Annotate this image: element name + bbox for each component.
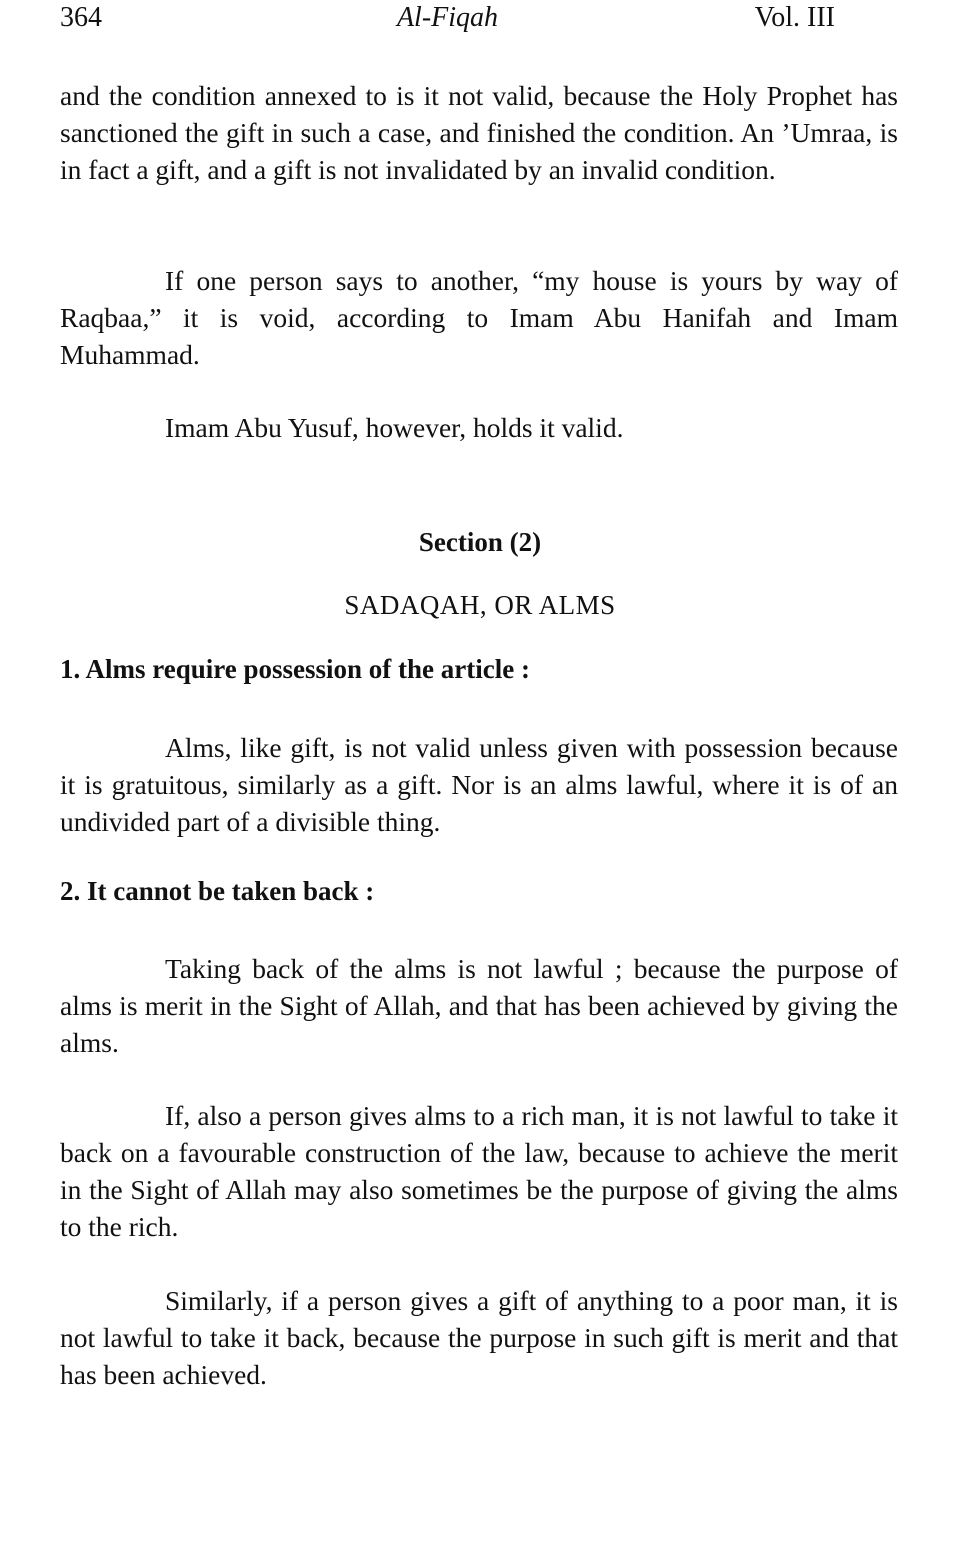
section-title: Section (2) bbox=[418, 527, 542, 557]
section-subtitle: SADAQAH, OR ALMS bbox=[344, 590, 616, 620]
subsection-heading-1: 1. Alms require possession of the article : bbox=[60, 654, 530, 684]
paragraph-text: If one person says to another, “my house is yours by way of Raqbaa,” it is void, according to Imam Abu Hanifah and Imam Muhammad. bbox=[60, 265, 898, 370]
page-number: 364 bbox=[60, 2, 102, 33]
running-header bbox=[60, 2, 835, 42]
paragraph-abu-yusuf bbox=[60, 409, 898, 446]
paragraph-continuation bbox=[60, 77, 898, 188]
paragraph-poor-man bbox=[60, 1282, 898, 1393]
paragraph-text: Imam Abu Yusuf, however, holds it valid. bbox=[165, 412, 624, 443]
paragraph-alms-possession bbox=[60, 729, 898, 840]
paragraph-text: Alms, like gift, is not valid unless given with possession because it is gratuitous, similarly as a gift. Nor is an alms lawful, where it is of an undivided part of a divisible thing. bbox=[60, 732, 898, 837]
paragraph-text: Taking back of the alms is not lawful ; because the purpose of alms is merit in the Sight of Allah, and that has been achieved by giving the alms. bbox=[60, 953, 898, 1058]
book-title: Al-Fiqah bbox=[396, 2, 499, 33]
paragraph-rich-man bbox=[60, 1097, 898, 1245]
paragraph-taking-back bbox=[60, 950, 898, 1061]
subsection-heading-2: 2. It cannot be taken back : bbox=[60, 876, 375, 906]
paragraph-text: and the condition annexed to is it not valid, because the Holy Prophet has sanctioned the gift in such a case, and finished the condition. An ’Umraa, is in fact a gift, and a gift is not invalidated by an invalid condition. bbox=[60, 80, 898, 185]
paragraph-raqbaa bbox=[60, 262, 898, 373]
paragraph-text: Similarly, if a person gives a gift of anything to a poor man, it is not lawful to take it back, because the purpose in such gift is merit and that has been achieved. bbox=[60, 1285, 898, 1390]
volume-label: Vol. III bbox=[754, 2, 835, 33]
paragraph-text: If, also a person gives alms to a rich man, it is not lawful to take it back on a favourable construction of the law, because to achieve the merit in the Sight of Allah may also sometimes be the purpose of giving the alms to the rich. bbox=[60, 1100, 898, 1242]
